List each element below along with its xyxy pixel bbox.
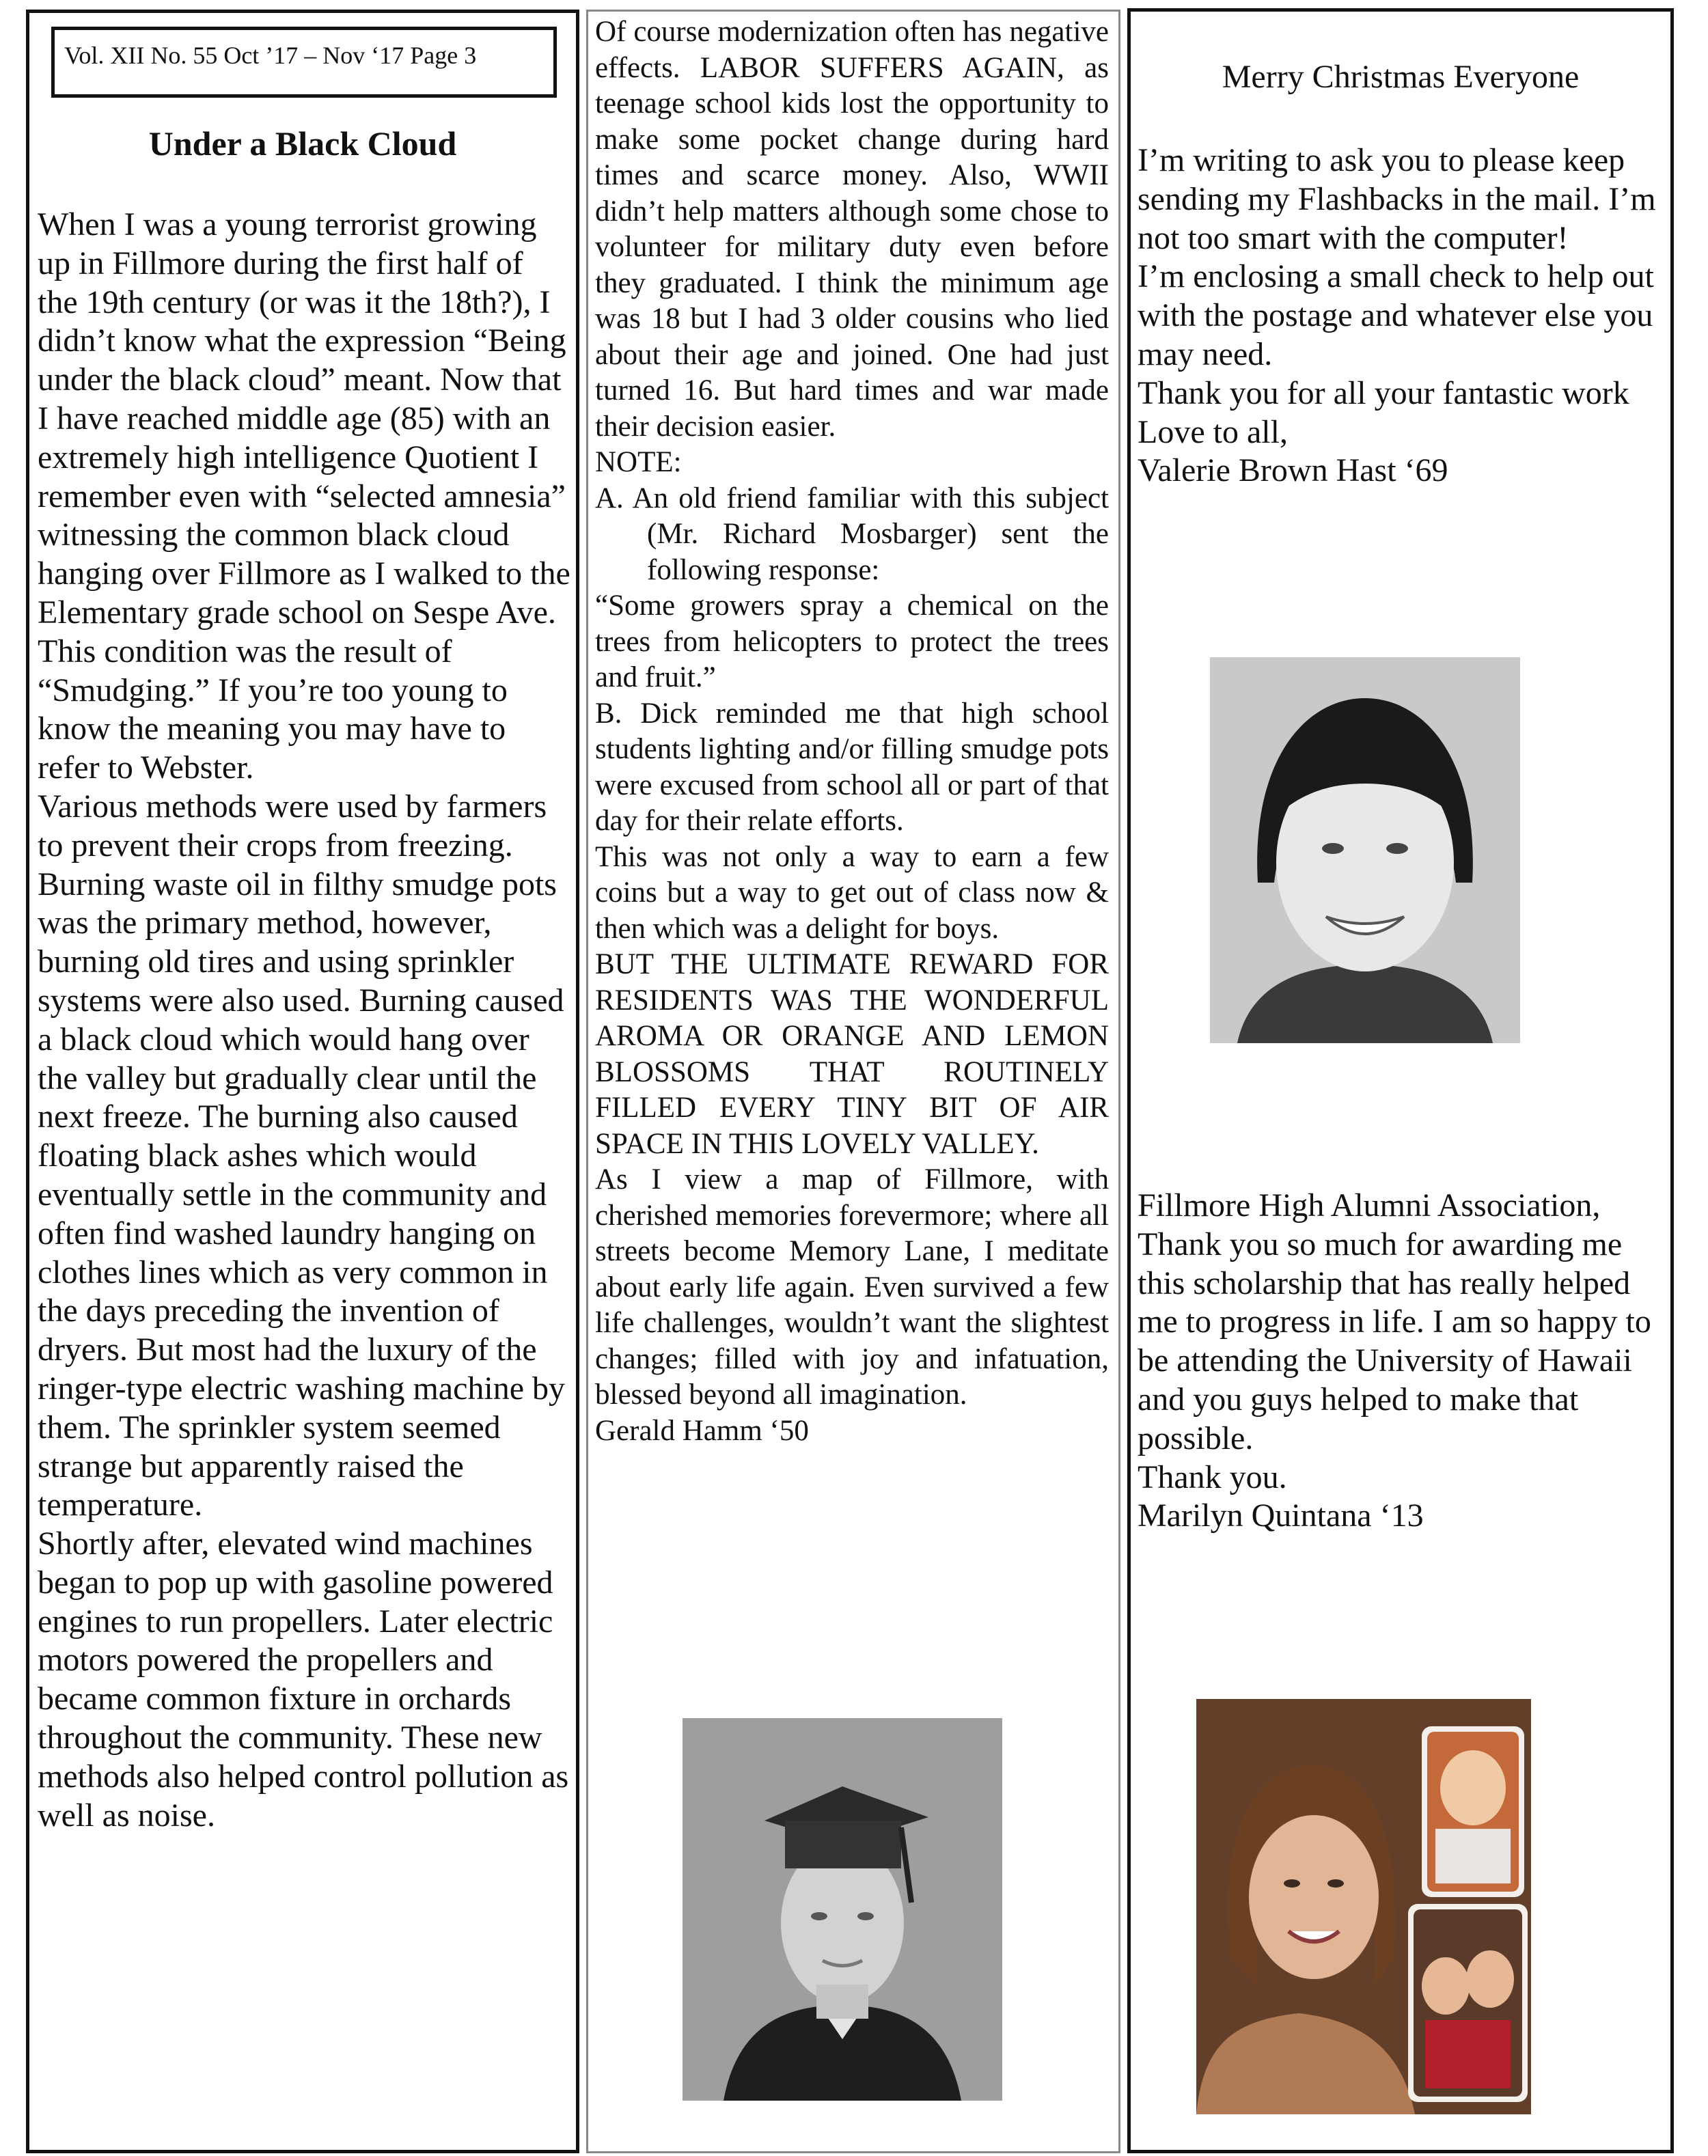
letter-signature: Marilyn Quintana ‘13 bbox=[1138, 1497, 1424, 1534]
article-paragraph: Shortly after, elevated wind machines began to pop up with gasoline powered engines to run propellers. Later electric motors powered the propellers and became common fixture in orchards throughout the community. These new methods also helped control pollution as well as noise. bbox=[38, 1525, 569, 1834]
portrait-photo-valerie bbox=[1210, 657, 1520, 1043]
article-body-left bbox=[38, 206, 570, 1835]
note-item-a: A. An old friend familiar with this subject (Mr. Richard Mosbarger) sent the following response: bbox=[595, 482, 1109, 586]
article-paragraph: Various methods were used by farmers to prevent their crops from freezing. Burning waste oil in filthy smudge pots was the primary method, however, burning old tires and using sprinkler systems were also used. Burning caused a black cloud which would hang over the valley but gradually clear until the next freeze. The burning also caused floating black ashes which would eventually settle in the community and often find washed laundry hanging on clothes lines which as very common in the days preceding the invention of dryers. But most had the luxury of the ringer-type electric washing machine by them. The sprinkler system seemed strange but apparently raised the temperature. bbox=[38, 788, 566, 1523]
article-paragraph: Of course modernization often has negative effects. LABOR SUFFERS AGAIN, as teenage school kids lost the opportunity to make some pocket change during hard times and scarce money. Also, WWII didn’t help matters although some chose to volunteer for military duty even before they graduated. I think the minimum age was 18 but I had 3 older cousins who lied about their age and joined. One had just turned 16. But hard times and war made their decision easier. bbox=[595, 16, 1109, 443]
letter-marilyn bbox=[1138, 1187, 1670, 1536]
graduation-photo bbox=[683, 1718, 1002, 2101]
article-paragraph: As I view a map of Fillmore, with cherished memories forevermore; where all streets become Memory Lane, I meditate about early life again. Even survived a few life challenges, wouldn’t want the slightest changes; filled with joy and infatuation, blessed beyond all imagination. bbox=[595, 1163, 1109, 1411]
article-author: Gerald Hamm ‘50 bbox=[595, 1414, 809, 1447]
letter-line: I’m writing to ask you to please keep sending my Flashbacks in the mail. I’m not too smart with the computer! bbox=[1138, 142, 1656, 256]
column-right bbox=[1127, 8, 1674, 2153]
note-item-b: B. Dick reminded me that high school students lighting and/or filling smudge pots were excused from school all or part of that day for their relate efforts. bbox=[595, 697, 1109, 837]
letter-line: Love to all, bbox=[1138, 413, 1288, 450]
issue-line: Vol. XII No. 55 Oct ’17 – Nov ‘17 Page 3 bbox=[51, 27, 557, 98]
portrait-photo-marilyn bbox=[1196, 1699, 1531, 2114]
note-heading: NOTE: bbox=[595, 446, 682, 478]
letter-signature: Valerie Brown Hast ‘69 bbox=[1138, 452, 1448, 489]
article-caps-paragraph: BUT THE ULTIMATE REWARD FOR RESIDENTS WAS THE WONDERFUL AROMA OR ORANGE AND LEMON BLOSSOMS THAT ROUTINELY FILLED EVERY TINY BIT OF AIR SPACE IN THIS LOVELY VALLEY. bbox=[595, 948, 1109, 1160]
note-quote: “Some growers spray a chemical on the trees from helicopters to protect the trees and fruit.” bbox=[595, 590, 1109, 693]
article-body-middle bbox=[595, 14, 1109, 1449]
greeting-line: Merry Christmas Everyone bbox=[1222, 59, 1580, 95]
letter-line: Thank you for all your fantastic work bbox=[1138, 374, 1629, 411]
letter-line: Thank you. bbox=[1138, 1459, 1287, 1495]
article-paragraph: This was not only a way to earn a few coins but a way to get out of class now & then which was a delight for boys. bbox=[595, 840, 1109, 945]
article-title: Under a Black Cloud bbox=[148, 124, 457, 163]
column-left bbox=[26, 10, 579, 2153]
article-paragraph: When I was a young terrorist growing up in Fillmore during the first half of the 19th century (or was it the 18th?), I didn’t know what the expression “Being under the black cloud” meant. Now that I have reached middle age (85) with an extremely high intelligence Quotient I remember even with “selected amnesia” witnessing the common black cloud hanging over Fillmore as I walked to the Elementary grade school on Sespe Ave. This condition was the result of “Smudging.” If you’re too young to know the meaning you may have to refer to Webster. bbox=[38, 206, 570, 786]
letter-line: Thank you so much for awarding me this scholarship that has really helped me to progress in life. I am so happy to be attending the University of Hawaii and you guys helped to make that possible. bbox=[1138, 1226, 1651, 1456]
letter-valerie bbox=[1138, 141, 1670, 490]
letter-line: Fillmore High Alumni Association, bbox=[1138, 1187, 1601, 1224]
letter-line: I’m enclosing a small check to help out with the postage and whatever else you may need. bbox=[1138, 258, 1654, 372]
column-middle bbox=[586, 10, 1120, 2153]
